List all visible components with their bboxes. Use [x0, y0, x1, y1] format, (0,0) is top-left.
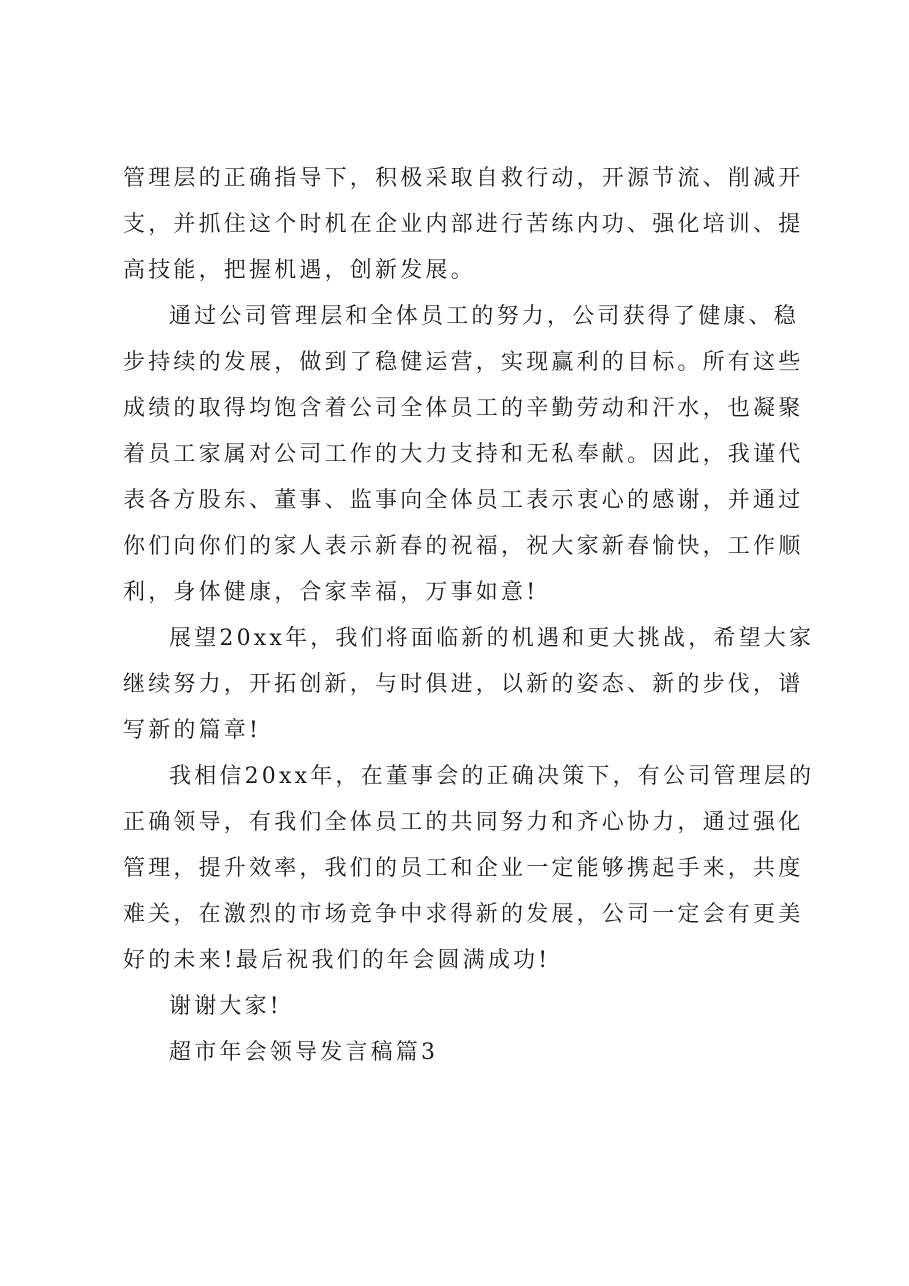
- paragraph-line: 写新的篇章!: [123, 718, 262, 743]
- paragraph-line: 继续努力，开拓创新，与时俱进，以新的姿态、新的步伐，谱: [123, 672, 804, 697]
- paragraph-line: 谢谢大家!: [169, 994, 282, 1019]
- paragraph-line: 成绩的取得均饱含着公司全体员工的辛勤劳动和汗水，也凝聚: [123, 396, 804, 421]
- paragraph-line: 支，并抓住这个时机在企业内部进行苦练内功、强化培训、提: [123, 212, 804, 237]
- paragraph-3: [123, 616, 815, 754]
- paragraph-line: 你们向你们的家人表示新春的祝福，祝大家新春愉快，工作顺: [123, 534, 804, 559]
- paragraph-line: 管理层的正确指导下，积极采取自救行动，开源节流、削减开: [123, 166, 804, 191]
- paragraph-line: 正确领导，有我们全体员工的共同努力和齐心协力，通过强化: [123, 810, 804, 835]
- section-heading: [123, 1030, 793, 1076]
- paragraph-line: 通过公司管理层和全体员工的努力，公司获得了健康、稳: [169, 304, 800, 329]
- paragraph-line: 难关，在激烈的市场竞争中求得新的发展，公司一定会有更美: [123, 902, 804, 927]
- paragraph-line: 展望20xx年，我们将面临新的机遇和更大挑战，希望大家: [169, 626, 815, 651]
- paragraph-line: 表各方股东、董事、监事向全体员工表示衷心的感谢，并通过: [123, 488, 804, 513]
- paragraph-line: 高技能，把握机遇，创新发展。: [123, 258, 476, 283]
- paragraph-line: 管理，提升效率，我们的员工和企业一定能够携起手来，共度: [123, 856, 804, 881]
- section-heading-text: 超市年会领导发言稿篇3: [169, 1040, 439, 1065]
- paragraph-1: [123, 156, 804, 294]
- paragraph-line: 利，身体健康，合家幸福，万事如意!: [123, 580, 539, 605]
- paragraph-closing: [123, 984, 793, 1030]
- paragraph-4: [123, 754, 815, 984]
- paragraph-line: 我相信20xx年，在董事会的正确决策下，有公司管理层的: [169, 764, 815, 789]
- paragraph-line: 着员工家属对公司工作的大力支持和无私奉献。因此，我谨代: [123, 442, 804, 467]
- paragraph-line: 好的未来!最后祝我们的年会圆满成功!: [123, 948, 551, 973]
- document-body: [123, 156, 815, 1076]
- paragraph-2: [123, 294, 804, 616]
- paragraph-line: 步持续的发展，做到了稳健运营，实现赢利的目标。所有这些: [123, 350, 804, 375]
